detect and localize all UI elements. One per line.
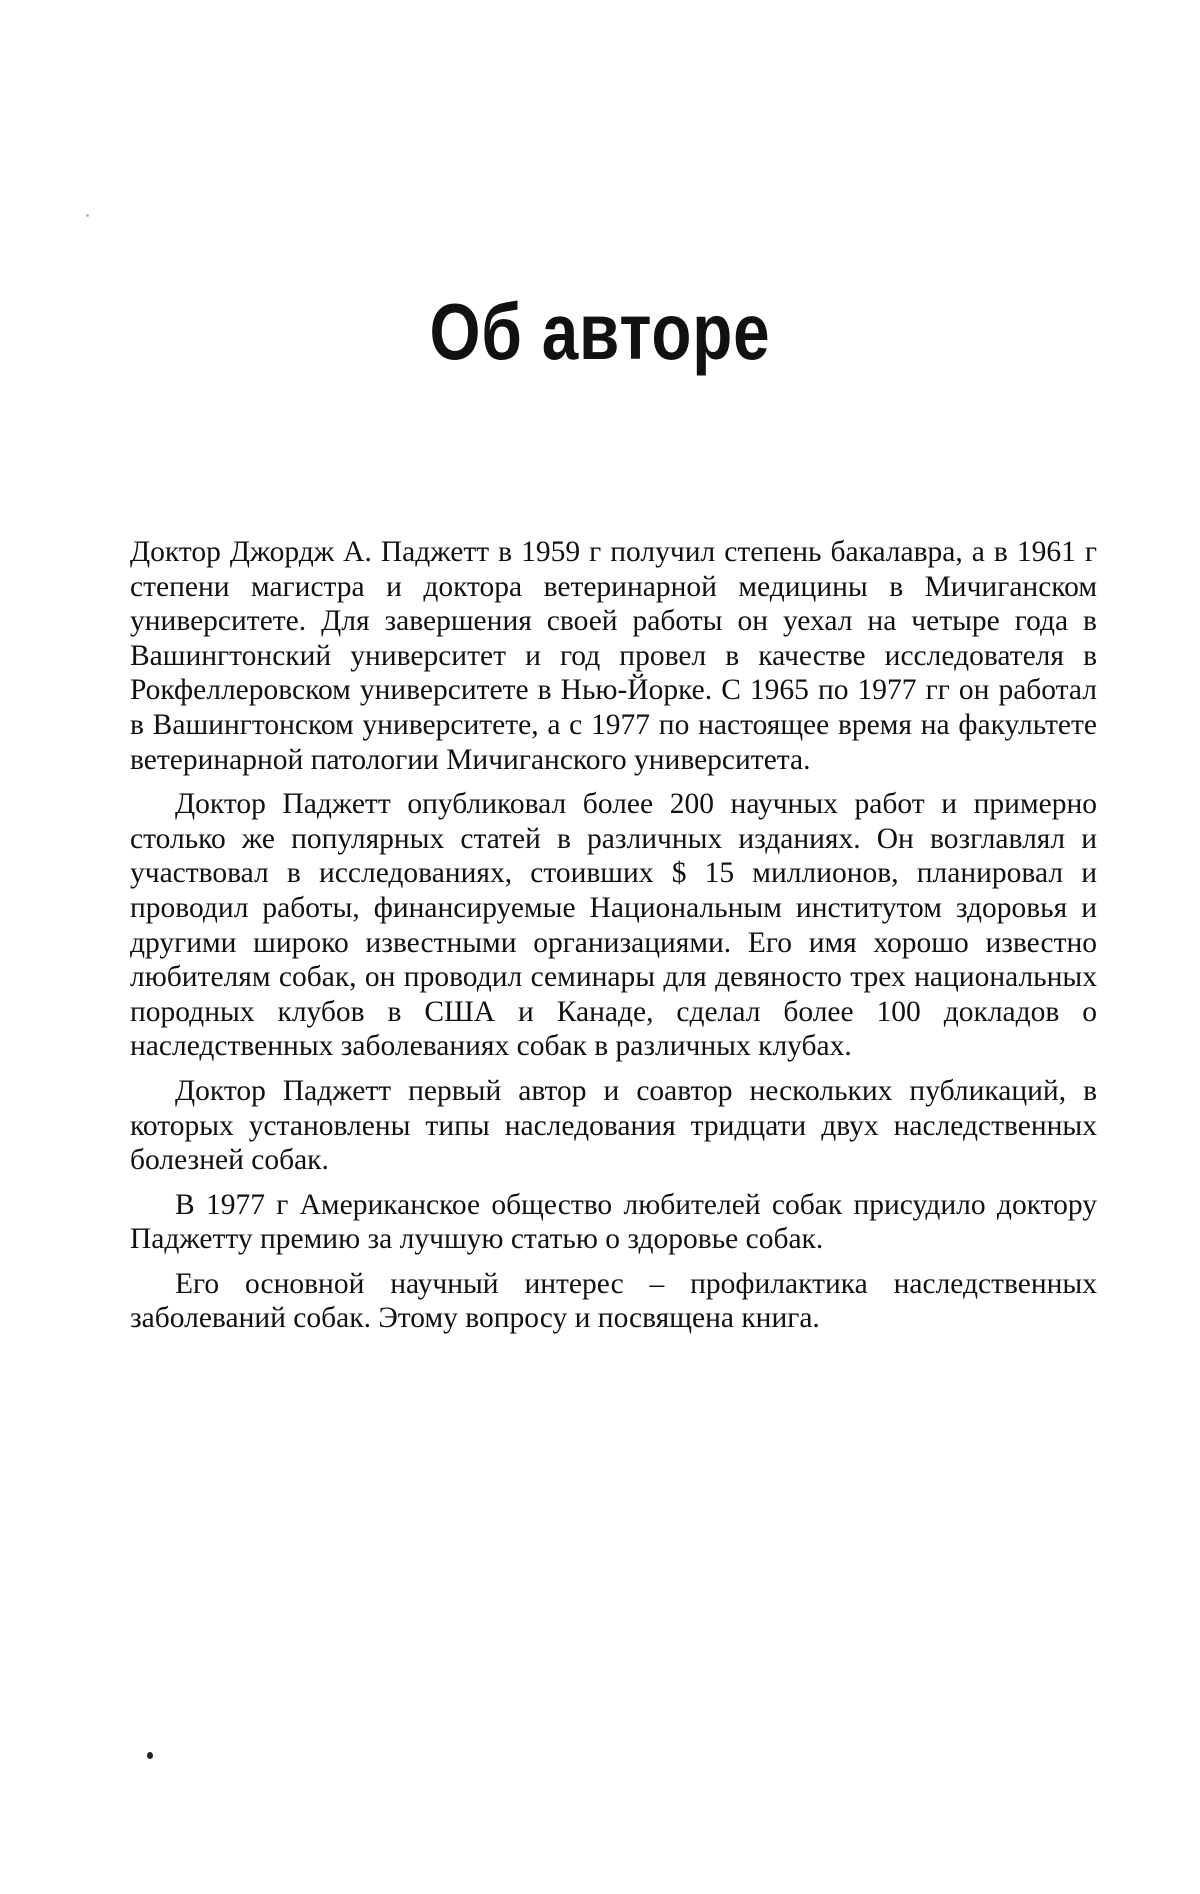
scan-speck bbox=[86, 214, 89, 217]
page-title: Об авторе bbox=[429, 287, 771, 376]
bio-paragraph-4: В 1977 г Американское общество любителей собак присудило доктору Паджетту премию за лучшую статью о здоровье собак. bbox=[130, 1188, 1097, 1256]
author-bio bbox=[130, 535, 1097, 1346]
bio-paragraph-3: Доктор Паджетт первый автор и соавтор нескольких публикаций, в которых установлены типы наследования тридцати двух наследственных болезней собак. bbox=[130, 1074, 1097, 1177]
bio-paragraph-2: Доктор Паджетт опубликовал более 200 научных работ и примерно столько же популярных статей в различных изданиях. Он возглавлял и участвовал в исследованиях, стоивших $ 15 миллионов, планировал и проводил работы, финансируемые Национальным институтом здоровья и другими широко известными организациями. Его имя хорошо известно любителям собак, он проводил семинары для девяносто трех национальных породных клубов в США и Канаде, сделал более 100 докладов о наследственных заболеваниях собак в различных клубах. bbox=[130, 788, 1097, 1063]
bio-paragraph-1: Доктор Джордж А. Паджетт в 1959 г получил степень бакалавра, а в 1961 г степени магистра и доктора ветеринарной медицины в Мичиганском университете. Для завершения своей работы он уехал на четыре года в Вашингтонский университет и год провел в качестве исследователя в Рокфеллеровском университете в Нью-Йорке. С 1965 по 1977 гг он работал в Вашингтонском университете, а с 1977 по настоящее время на факультете ветеринарной патологии Мичиганского университета. bbox=[130, 536, 1097, 776]
bio-paragraph-5: Его основной научный интерес – профилактика наследственных заболеваний собак. Этому вопросу и посвящена книга. bbox=[130, 1267, 1097, 1335]
scan-speck bbox=[147, 1752, 153, 1759]
